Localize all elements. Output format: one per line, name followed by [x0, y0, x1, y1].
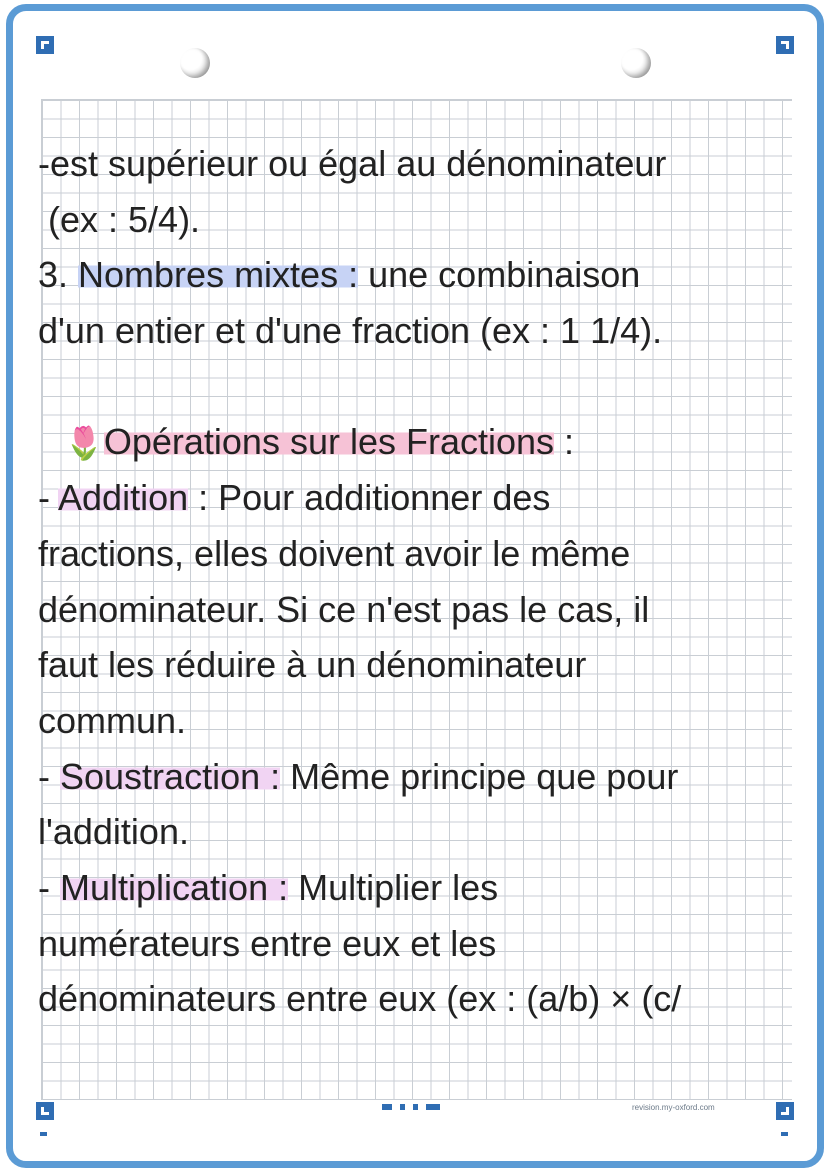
line-text: : Pour additionner des: [188, 477, 551, 519]
corner-mark-bottom-right-icon: [776, 1102, 794, 1120]
text-line: [38, 804, 798, 860]
highlighted-term: Multiplication: [60, 866, 269, 908]
text-line: [38, 693, 798, 749]
footer-url: revision.my-oxford.com: [632, 1103, 715, 1112]
text-line: [38, 582, 798, 638]
tick-mark-icon: [781, 1132, 788, 1136]
text-line: [38, 637, 798, 693]
line-text: (ex : 5/4).: [38, 198, 201, 240]
text-line: [38, 192, 798, 248]
text-line: [38, 470, 798, 526]
line-text: dénominateur. Si ce n'est pas le cas, il: [38, 588, 650, 630]
corner-mark-top-right-icon: [776, 36, 794, 54]
line-text: fractions, elles doivent avoir le même: [38, 532, 631, 574]
highlighted-term: Soustraction :: [60, 755, 281, 797]
line-text: faut les réduire à un dénominateur: [38, 644, 587, 686]
punch-hole-right-icon: [621, 48, 651, 78]
bullet-dash: -: [38, 755, 60, 797]
section-heading: [38, 414, 798, 470]
line-text: Même principe que pour: [280, 755, 679, 797]
punch-hole-left-icon: [180, 48, 210, 78]
highlighted-term: Nombres mixtes: [78, 254, 339, 296]
line-text: Multiplier les: [288, 866, 499, 908]
line-text: l'addition.: [38, 811, 189, 853]
line-text: dénominateurs entre eux (ex : (a/b) × (c/: [38, 978, 682, 1020]
text-line: [38, 303, 798, 359]
text-line: [38, 247, 798, 303]
tick-mark-icon: [40, 1132, 47, 1136]
text-line: [38, 916, 798, 972]
page-dots-icon: [382, 1104, 440, 1110]
bullet-dash: -: [38, 477, 59, 519]
tulip-icon: 🌷: [64, 425, 104, 462]
text-line: [38, 749, 798, 805]
line-text: numérateurs entre eux et les: [38, 922, 497, 964]
bullet-dash: -: [38, 866, 60, 908]
blank-line: [38, 359, 798, 415]
highlighted-term: Addition: [58, 477, 189, 519]
line-text: d'un entier et d'une fraction (ex : 1 1/4).: [38, 310, 663, 352]
list-number: 3.: [38, 254, 79, 296]
line-text: une combinaison: [358, 254, 641, 296]
corner-mark-bottom-left-icon: [36, 1102, 54, 1120]
notes-content: [38, 136, 798, 1027]
corner-mark-top-left-icon: [36, 36, 54, 54]
heading-colon: :: [554, 421, 575, 463]
text-line: [38, 971, 798, 1027]
line-text: commun.: [38, 699, 187, 741]
line-text: -est supérieur ou égal au dénominateur: [38, 143, 667, 184]
term-colon: :: [338, 254, 359, 296]
text-line: [38, 860, 798, 916]
heading-title: Opérations sur les Fractions: [103, 421, 555, 463]
term-colon: :: [268, 866, 289, 908]
text-line: [38, 136, 798, 192]
text-line: [38, 526, 798, 582]
